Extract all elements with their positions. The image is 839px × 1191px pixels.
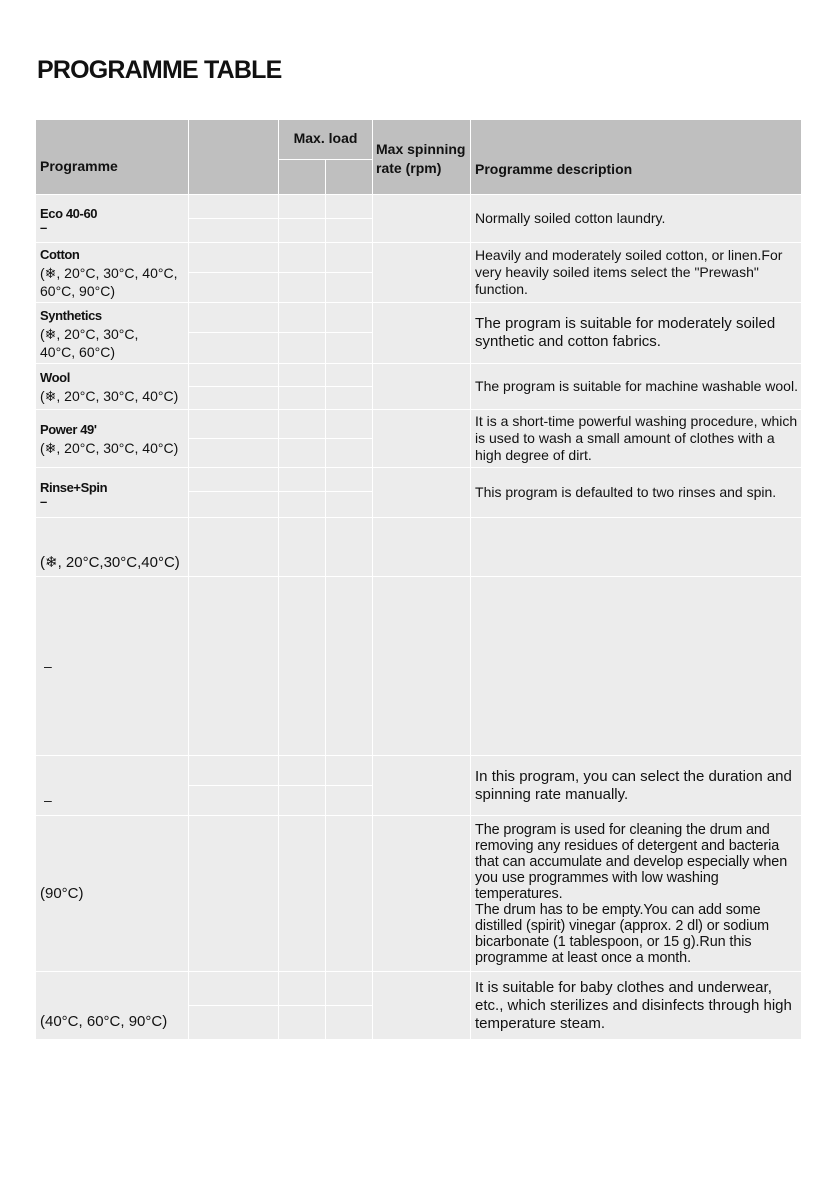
description-synthetics: The program is suitable for moderately soiled synthetic and cotton fabrics.	[471, 303, 802, 364]
programme-row-7	[36, 518, 189, 577]
table-row	[36, 756, 802, 786]
description-cotton: Heavily and moderately soiled cotton, or linen.For very heavily soiled items select the "Prewash" function.	[471, 243, 802, 303]
description-manual: In this program, you can select the duration and spinning rate manually.	[471, 756, 802, 816]
programme-row-8	[36, 577, 189, 756]
table-row	[36, 195, 802, 219]
page-title: PROGRAMME TABLE	[37, 56, 282, 84]
header-programme: Programme	[36, 120, 189, 195]
programme-name: Cotton	[40, 247, 80, 262]
table-row	[36, 303, 802, 333]
description-drum-clean	[471, 816, 802, 972]
temperature-options: (❄, 20°C, 30°C,	[40, 325, 139, 342]
temperature-options: (40°C, 60°C, 90°C)	[40, 1013, 168, 1030]
table-row	[36, 243, 802, 273]
programme-wool	[36, 364, 189, 410]
drum-clean-desc-2: The drum has to be empty.You can add some distilled (spirit) vinegar (approx. 2 dl) or sodium bicarbonate (1 tablespoon, or 15 g).Run this programme at least once a month.	[475, 901, 770, 966]
programme-eco	[36, 195, 189, 243]
programme-drum-clean	[36, 816, 189, 972]
temperature-options: (90°C)	[40, 884, 84, 902]
table-row	[36, 410, 802, 439]
temperature-options: 60°C, 90°C)	[40, 283, 116, 299]
table-row	[36, 518, 802, 577]
dash-mark: –	[40, 220, 48, 235]
header-load-sub-1	[279, 160, 326, 195]
table-row	[36, 364, 802, 387]
description-power-49: It is a short-time powerful washing procedure, which is used to wash a small amount of clothes with a high degree of dirt.	[471, 410, 802, 468]
temperature-options: (❄, 20°C, 30°C, 40°C)	[40, 388, 179, 404]
drum-clean-desc-1: The program is used for cleaning the drum and removing any residues of detergent and bacteria that can accumulate and develop especially when you use programmes with low washing temperatures.	[475, 821, 788, 902]
description-eco: Normally soiled cotton laundry.	[471, 195, 802, 243]
programme-steam	[36, 972, 189, 1040]
dash-mark: –	[40, 494, 48, 509]
header-blank	[189, 120, 279, 195]
programme-synthetics	[36, 303, 189, 364]
programme-name: Wool	[40, 370, 70, 385]
header-max-spin-line1: Max spinning	[376, 141, 466, 157]
header-load-sub-2	[326, 160, 373, 195]
header-max-spin-line2: rate (rpm)	[376, 160, 442, 176]
header-max-spinning-rate	[373, 120, 471, 195]
header-max-load: Max. load	[279, 120, 373, 160]
programme-name: Synthetics	[40, 307, 102, 323]
programme-name: Power 49'	[40, 422, 97, 437]
programme-name: Eco 40-60	[40, 206, 98, 221]
table-row	[36, 816, 802, 972]
temperature-options: (❄, 20°C,30°C,40°C)	[40, 554, 180, 571]
header-programme-description: Programme description	[471, 120, 802, 195]
temperature-options: (❄, 20°C, 30°C, 40°C)	[40, 440, 179, 456]
programme-table	[35, 119, 802, 1040]
description-wool: The program is suitable for machine washable wool.	[471, 364, 802, 410]
table-row	[36, 972, 802, 1006]
dash-mark: –	[44, 658, 52, 674]
table-row	[36, 577, 802, 756]
programme-power-49	[36, 410, 189, 468]
dash-mark: –	[44, 792, 52, 808]
description-steam: It is suitable for baby clothes and underwear, etc., which sterilizes and disinfects through high temperature steam.	[471, 972, 802, 1040]
temperature-options: 40°C, 60°C)	[40, 343, 116, 360]
programme-cotton	[36, 243, 189, 303]
programme-row-9	[36, 756, 189, 816]
table-row	[36, 468, 802, 492]
programme-name: Rinse+Spin	[40, 480, 108, 495]
programme-rinse-spin	[36, 468, 189, 518]
temperature-options: (❄, 20°C, 30°C, 40°C,	[40, 265, 178, 281]
description-rinse-spin: This program is defaulted to two rinses and spin.	[471, 468, 802, 518]
